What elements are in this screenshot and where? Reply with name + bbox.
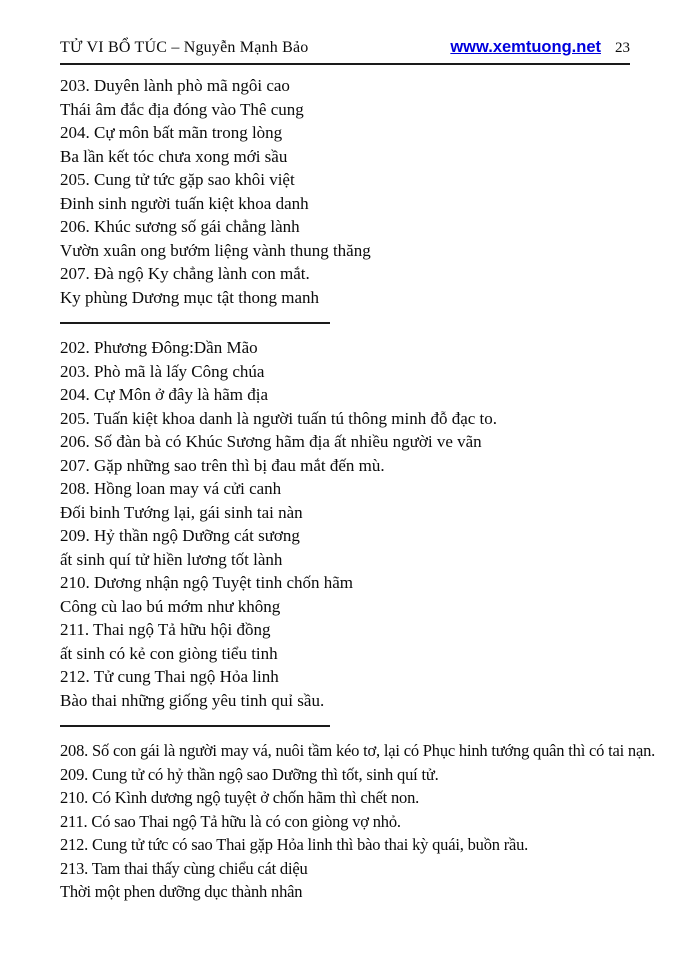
text-line: 209. Hỷ thần ngộ Dưỡng cát sương (60, 526, 300, 545)
text-line: 205. Tuấn kiệt khoa danh là người tuấn tú thông minh đỗ đạc to. (60, 408, 498, 428)
text-line: 208. Hồng loan may vá cửi canh (60, 479, 282, 498)
text-line: Ba lần kết tóc chưa xong mới sầu (60, 146, 288, 166)
text-line: 205. Cung tử tức gặp sao khôi việt (60, 170, 295, 189)
text-line: 209. Cung tử có hỷ thần ngộ sao Dưỡng thì tốt, sinh quí tử. (60, 764, 439, 784)
page-number: 23 (615, 40, 630, 56)
text-line: Bào thai những giống yêu tinh quỉ sầu. (60, 690, 325, 710)
text-line: Vườn xuân ong bướm liệng vành thung thăng (60, 240, 371, 260)
text-line: 210. Dương nhận ngộ Tuyệt tinh chốn hãm (60, 573, 354, 592)
text-line: 203. Duyên lành phò mã ngôi cao (60, 76, 290, 95)
verse-section (60, 74, 630, 309)
text-line: ất sinh có kẻ con giòng tiểu tinh (60, 643, 278, 663)
page-body (60, 74, 656, 904)
text-line: 212. Tử cung Thai ngộ Hỏa linh (60, 667, 279, 686)
header-right-group (450, 38, 630, 57)
text-line: Đinh sinh người tuấn kiệt khoa danh (60, 193, 309, 213)
page-header (60, 38, 630, 57)
text-line: 202. Phương Đông:Dần Mão (60, 338, 258, 357)
text-line: 206. Khúc sương số gái chẳng lành (60, 217, 300, 236)
notes-section (60, 336, 630, 712)
text-line: 204. Cự Môn ở đây là hãm địa (60, 385, 269, 404)
text-line: 208. Số con gái là người may vá, nuôi tầm kéo tơ, lại có Phục hinh tướng quân thì có tai nạn. (60, 741, 656, 760)
text-line: 210. Có Kình dương ngộ tuyệt ở chốn hãm thì chết non. (60, 788, 420, 807)
section-divider (60, 322, 330, 324)
text-line: 206. Số đàn bà có Khúc Sương hãm địa ất nhiều người ve vãn (60, 432, 482, 451)
text-line: ất sinh quí tử hiền lương tốt lành (60, 549, 283, 569)
text-line: 211. Thai ngộ Tả hữu hội đồng (60, 620, 271, 639)
book-title: TỬ VI BỔ TÚC – Nguyễn Mạnh Bảo (60, 39, 309, 56)
explanation-section (60, 739, 656, 904)
text-line: 207. Gặp những sao trên thì bị đau mắt đến mù. (60, 455, 385, 475)
text-line: 207. Đà ngộ Ky chẳng lành con mắt. (60, 264, 310, 283)
website-link[interactable]: www.xemtuong.net (450, 38, 601, 56)
header-rule (60, 63, 630, 65)
text-line: 211. Có sao Thai ngộ Tả hữu là có con giòng vợ nhỏ. (60, 811, 401, 831)
text-line: 204. Cự môn bất mãn trong lòng (60, 123, 283, 142)
text-line: 203. Phò mã là lấy Công chúa (60, 361, 265, 381)
text-line: Công cù lao bú mớm như không (60, 596, 281, 616)
text-line: Đối binh Tướng lại, gái sinh tai nàn (60, 502, 303, 522)
section-divider (60, 725, 330, 727)
text-line: 213. Tam thai thấy cùng chiểu cát diệu (60, 858, 308, 878)
text-line: Ky phùng Dương mục tật thong manh (60, 287, 320, 307)
text-line: Thời một phen dưỡng dục thành nhân (60, 882, 303, 901)
text-line: Thái âm đắc địa đóng vào Thê cung (60, 99, 304, 119)
text-line: 212. Cung tử tức có sao Thai gặp Hỏa linh thì bào thai kỳ quái, buồn rầu. (60, 835, 529, 854)
